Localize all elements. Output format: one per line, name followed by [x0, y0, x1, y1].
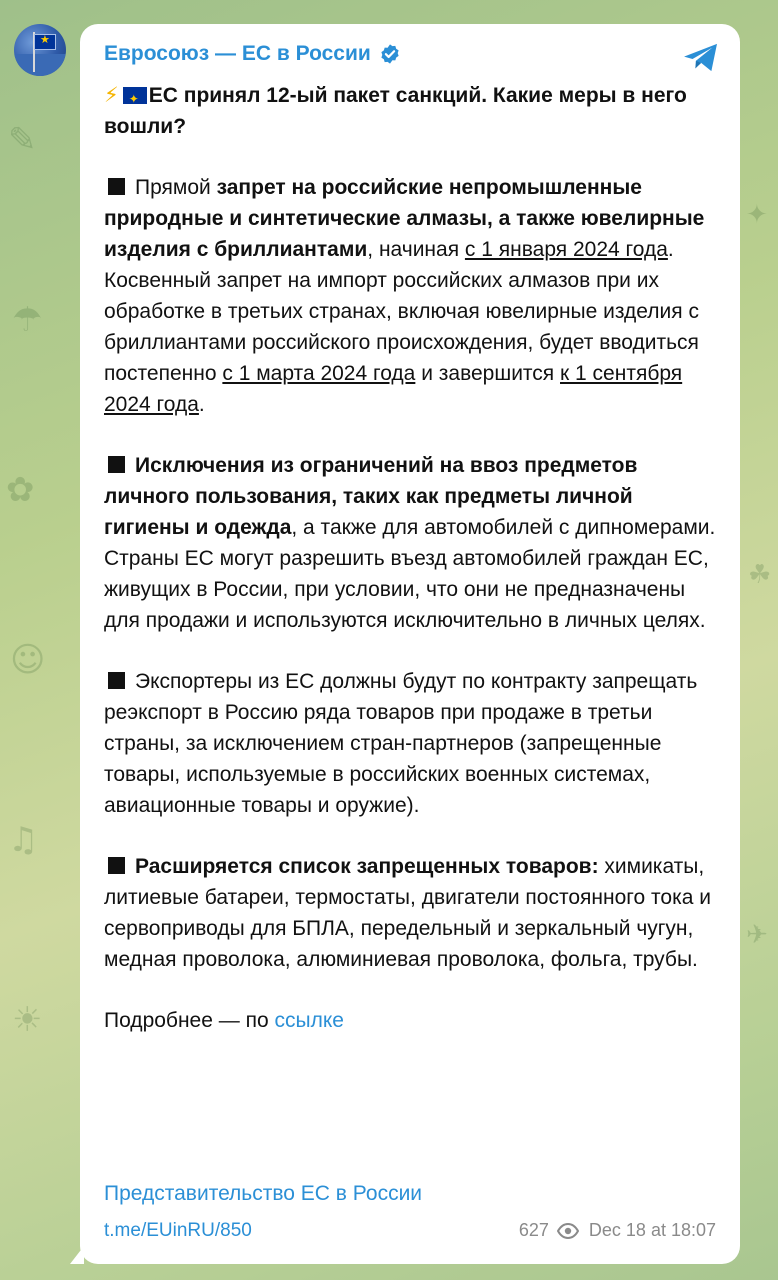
channel-avatar[interactable] [14, 24, 66, 76]
background-doodle-icon: ✦ [746, 200, 768, 230]
timestamp: Dec 18 at 18:07 [588, 1220, 716, 1240]
paragraph-exporters: Экспортеры из ЕС должны будут по контракту запрещать реэкспорт в Россию ряда товаров при продаже в третьи страны, за исключением стран-партнеров (запрещенные товары, используемые в российских военных системах, авиационные товары и оружие). [104, 670, 698, 817]
black-square-icon [108, 857, 125, 874]
eu-flag-emoji-icon [123, 87, 147, 104]
black-square-icon [108, 456, 125, 473]
background-doodle-icon: ☀ [12, 1000, 43, 1040]
black-square-icon [108, 672, 125, 689]
channel-header [104, 42, 401, 66]
message-bubble [80, 24, 740, 1264]
background-doodle-icon: ☘ [748, 560, 772, 590]
paragraph-exceptions: Исключения из ограничений на ввоз предметов личного пользования, таких как предметы личной гигиены и одежда, а также для автомобилей с дипномерами. Страны ЕС могут разрешить въезд автомобилей граждан ЕС, живущих в России, при условии, что они не предназначены для продажи и используются исключительно в личных целях. [104, 454, 716, 632]
eye-icon [557, 1223, 579, 1239]
more-info-link[interactable]: ссылке [274, 1009, 344, 1032]
verified-badge-icon [379, 43, 401, 65]
view-count: 627 [518, 1220, 549, 1240]
paragraph-banned-goods: Расширяется список запрещенных товаров: химикаты, литиевые батареи, термостаты, двигатели постоянного тока и сервоприводы для БПЛА, передельный и зеркальный чугун, медная проволока, алюминиевая проволока, фольга, трубы. [104, 855, 711, 971]
post-link[interactable]: t.me/EUinRU/850 [104, 1220, 252, 1241]
background-doodle-icon: ✈ [746, 920, 768, 950]
post-title-text: ЕС принял 12-ый пакет санкций. Какие меры в него вошли? [104, 84, 687, 138]
eu-flag-icon [34, 34, 56, 50]
channel-name[interactable]: Евросоюз — ЕС в России [104, 42, 371, 65]
telegram-share-icon[interactable] [682, 42, 720, 74]
background-doodle-icon: ✎ [8, 120, 37, 160]
date-jan-2024: с 1 января 2024 года [464, 238, 668, 261]
date-mar-2024: с 1 марта 2024 года [222, 362, 416, 385]
more-info-line: Подробнее — по ссылке [104, 1009, 344, 1032]
org-link[interactable]: Представительство ЕС в России [104, 1182, 423, 1205]
background-doodle-icon: ☺ [10, 640, 46, 680]
background-doodle-icon: ✿ [6, 470, 35, 510]
message-text [104, 80, 724, 1066]
lightning-icon: ⚡ [104, 83, 119, 107]
paragraph-diamonds: Прямой запрет на российские непромышленные природные и синтетические алмазы, а также ювелирные изделия с бриллиантами, начиная с 1 января 2024 года. Косвенный запрет на импорт российских алмазов при их обработке в третьих странах, включая ювелирные изделия с бриллиантами российского происхождения, будет вводиться постепенно с 1 марта 2024 года и завершится к 1 сентября 2024 года. [104, 176, 705, 416]
post-title [104, 80, 724, 142]
date-sep-2024: к 1 сентября 2024 года [104, 362, 683, 416]
background-doodle-icon: ☂ [12, 300, 43, 340]
message-meta [519, 1220, 716, 1241]
background-doodle-icon: ♫ [8, 820, 39, 860]
black-square-icon [108, 178, 125, 195]
